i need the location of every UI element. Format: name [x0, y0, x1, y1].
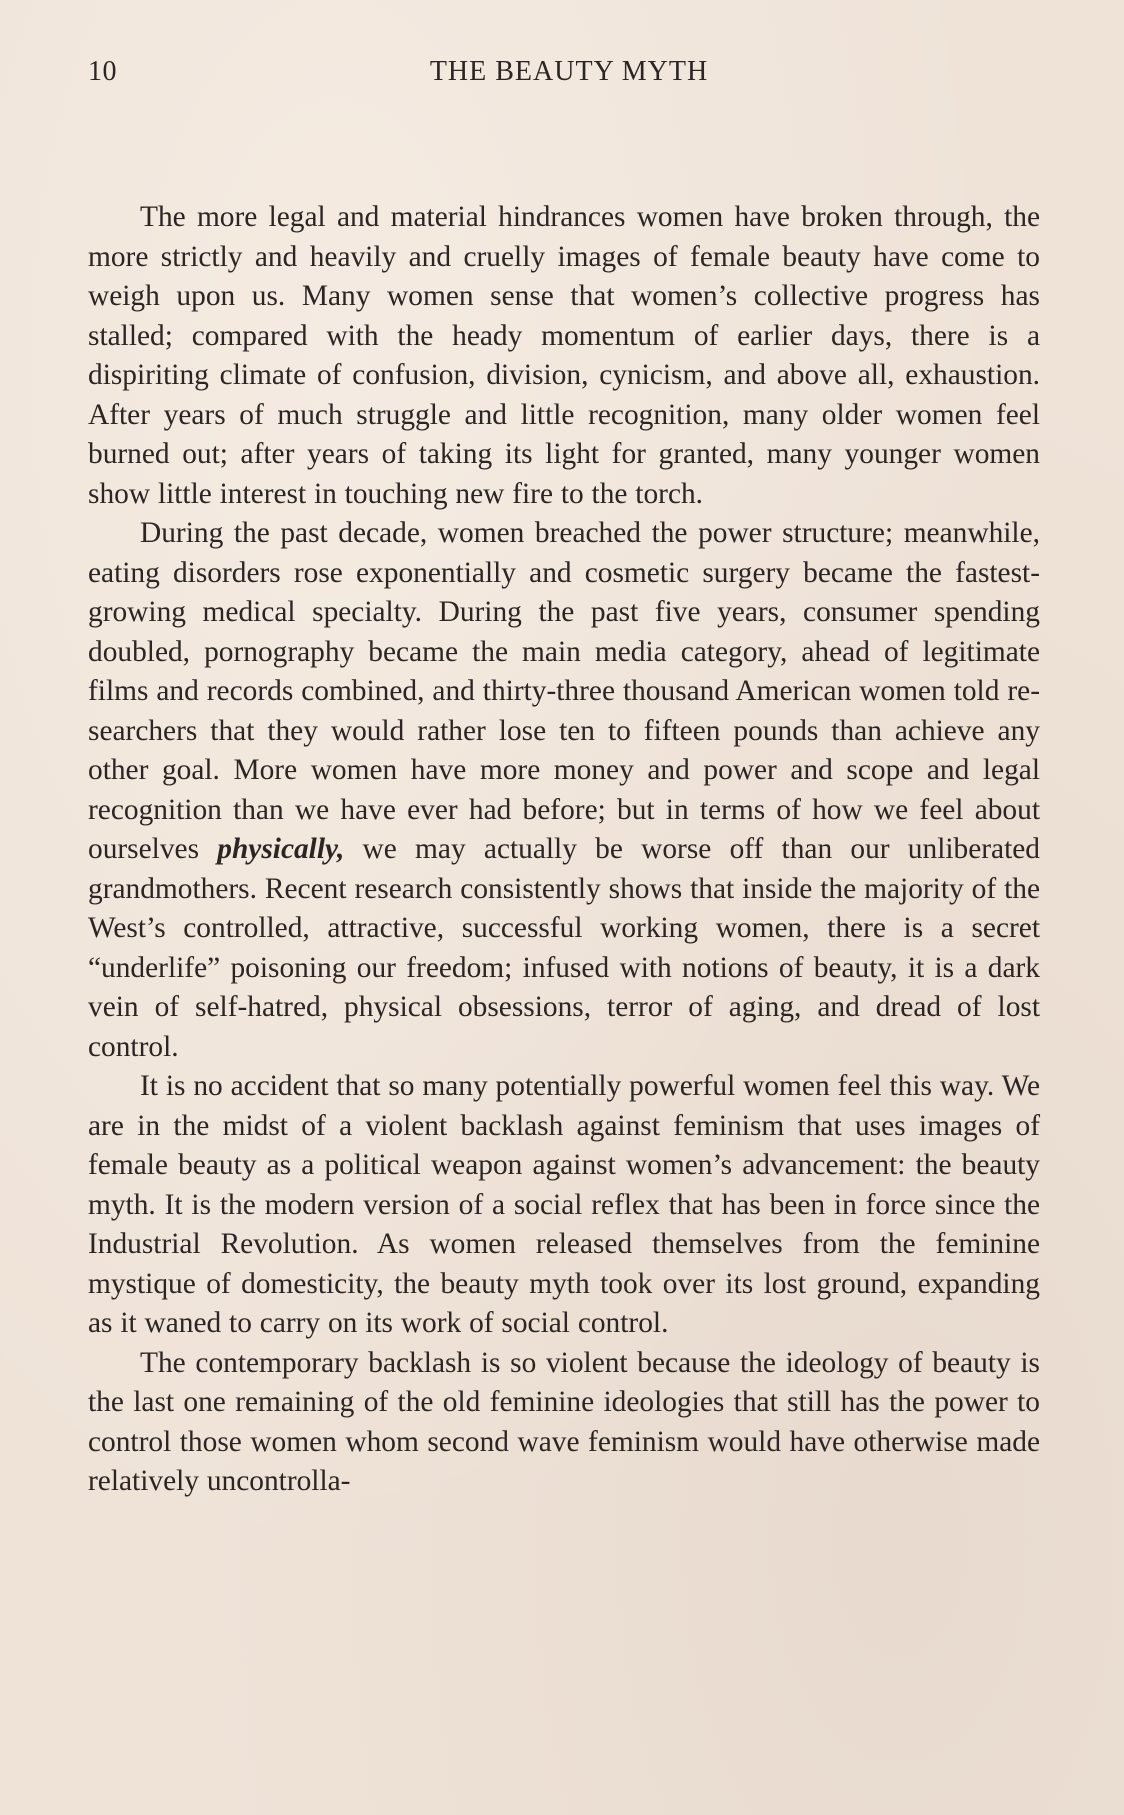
running-head — [88, 48, 1040, 98]
paragraph-2-part-1: During the past decade, women breached the power structure; meanwhile, eating disorders rose exponentially and cosmetic surgery became the fastest-growing medical specialty. During the past five years, consumer spending doubled, pornography became the main media category, ahead of legitimate films and records combined, and thirty-three thousand American women told researchers that they would rather lose ten to fifteen pounds than achieve any other goal. More women have more money and power and scope and legal recognition than we have ever had before; but in terms of how we feel about ourselves — [88, 517, 1040, 865]
page-number: 10 — [88, 56, 117, 87]
paragraph-3: It is no accident that so many potentially powerful women feel this way. We are in the midst of a violent backlash against feminism that uses images of female beauty as a political weapon against women’s advancement: the beauty myth. It is the modern version of a social reflex that has been in force since the Industrial Revolution. As women released themselves from the feminine mystique of domesticity, the beauty myth took over its lost ground, expanding as it waned to carry on its work of social control. — [88, 1070, 1040, 1339]
emphasized-word: physically, — [217, 833, 345, 865]
paragraph-4: The contemporary backlash is so violent because the ideology of beauty is the last one remaining of the old feminine ideologies that still has the power to control those women whom second wave feminism would have otherwise made relatively uncontrolla- — [88, 1346, 1040, 1497]
paragraph-1: The more legal and material hindrances women have broken through, the more strictly and heavily and cruelly images of female beauty have come to weigh upon us. Many women sense that women’s collective progress has stalled; compared with the heady momentum of earlier days, there is a dispiriting climate of confusion, division, cynicism, and above all, exhaustion. After years of much struggle and little recognition, many older women feel burned out; after years of taking its light for granted, many younger women show little interest in touching new fire to the torch. — [88, 201, 1040, 510]
paragraph-2-part-2: we may actually be worse off than our unliberated grandmothers. Recent research consistently shows that inside the majority of the West’s controlled, attractive, successful working women, there is a secret “underlife” poisoning our freedom; infused with notions of beauty, it is a dark vein of self-hatred, physical obsessions, terror of aging, and dread of lost control. — [88, 833, 1040, 1063]
book-title: THE BEAUTY MYTH — [429, 56, 709, 87]
body-text — [88, 198, 1040, 1502]
paragraph-2 — [88, 514, 1040, 1067]
